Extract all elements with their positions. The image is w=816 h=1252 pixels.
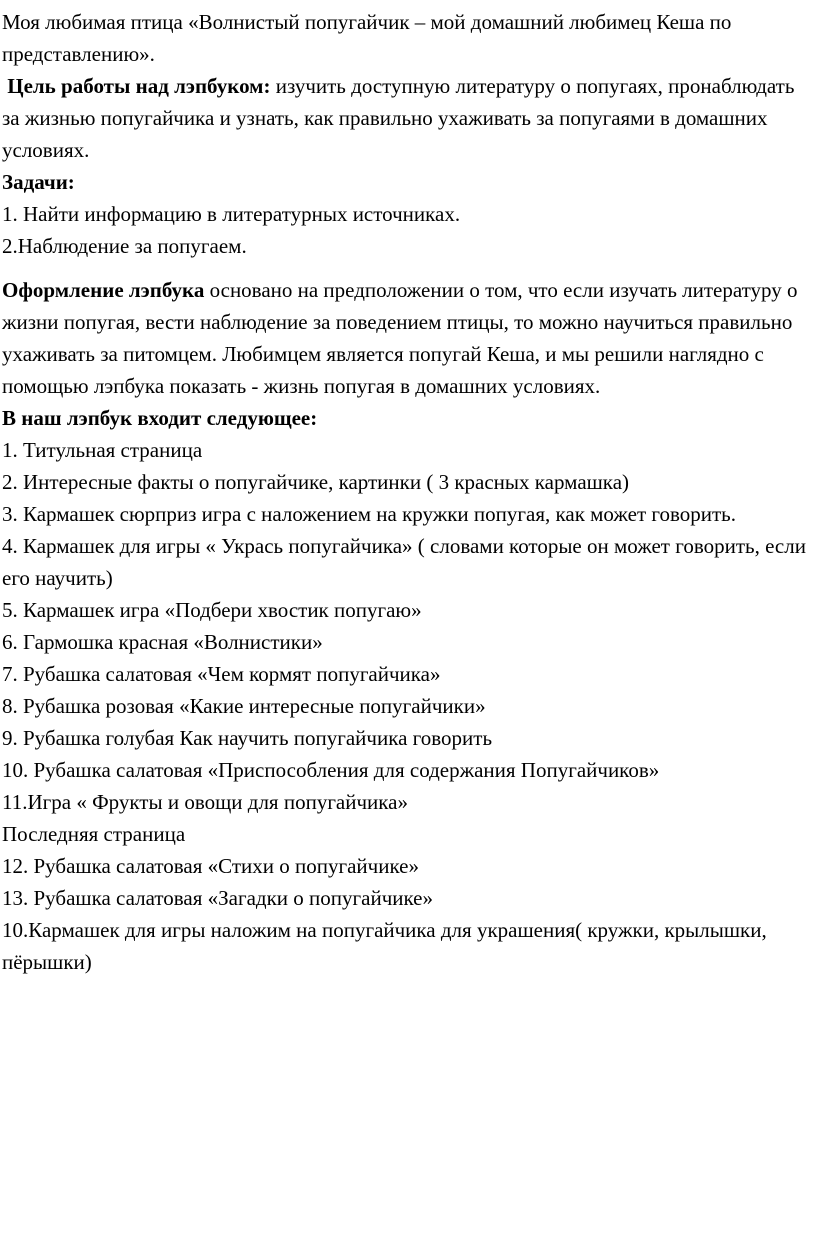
contents-heading: В наш лэпбук входит следующее:: [2, 406, 318, 430]
list-item: 5. Кармашек игра «Подбери хвостик попугаю»: [2, 598, 422, 622]
list-item: 3. Кармашек сюрприз игра с наложением на кружки попугая, как может говорить.: [2, 502, 736, 526]
goal-paragraph: [2, 70, 808, 166]
list-item: 8. Рубашка розовая «Какие интересные попугайчики»: [2, 694, 486, 718]
list-item: 7. Рубашка салатовая «Чем кормят попугайчика»: [2, 662, 441, 686]
list-item: 12. Рубашка салатовая «Стихи о попугайчике»: [2, 854, 419, 878]
task-item: 1. Найти информацию в литературных источниках.: [2, 202, 461, 226]
design-paragraph: [2, 274, 808, 402]
list-item: 6. Гармошка красная «Волнистики»: [2, 630, 323, 654]
tasks-heading: Задачи:: [2, 170, 75, 194]
list-item: Последняя страница: [2, 822, 186, 846]
intro-paragraph: Моя любимая птица «Волнистый попугайчик – мой домашний любимец Кеша по представлению».: [2, 10, 732, 66]
list-item: 9. Рубашка голубая Как научить попугайчика говорить: [2, 726, 493, 750]
list-item: 10.Кармашек для игры наложим на попугайчика для украшения( кружки, крылышки, пёрышки): [2, 918, 767, 974]
goal-label: Цель работы над лэпбуком:: [7, 74, 271, 98]
list-item: 10. Рубашка салатовая «Приспособления для содержания Попугайчиков»: [2, 758, 660, 782]
goal-text: изучить доступную литературу о попугаях, пронаблюдать за жизнью попугайчика и узнать, как правильно ухаживать за попугаями в домашних условиях.: [2, 74, 795, 162]
list-item: 1. Титульная страница: [2, 438, 203, 462]
list-item: 2. Интересные факты о попугайчике, картинки ( 3 красных кармашка): [2, 470, 630, 494]
design-text: основано на предположении о том, что если изучать литературу о жизни попугая, вести наблюдение за поведением птицы, то можно научиться правильно ухаживать за питомцем. Любимцем является попугай Кеша, и мы решили наглядно с помощью лэпбука показать - жизнь попугая в домашних условиях.: [2, 278, 798, 398]
task-item: 2.Наблюдение за попугаем.: [2, 234, 247, 258]
paragraph-gap: [2, 262, 808, 274]
list-item: 11.Игра « Фрукты и овощи для попугайчика»: [2, 790, 408, 814]
list-item: 4. Кармашек для игры « Укрась попугайчика» ( словами которые он может говорить, если его научить): [2, 534, 806, 590]
list-item: 13. Рубашка салатовая «Загадки о попугайчике»: [2, 886, 433, 910]
design-label: Оформление лэпбука: [2, 278, 205, 302]
